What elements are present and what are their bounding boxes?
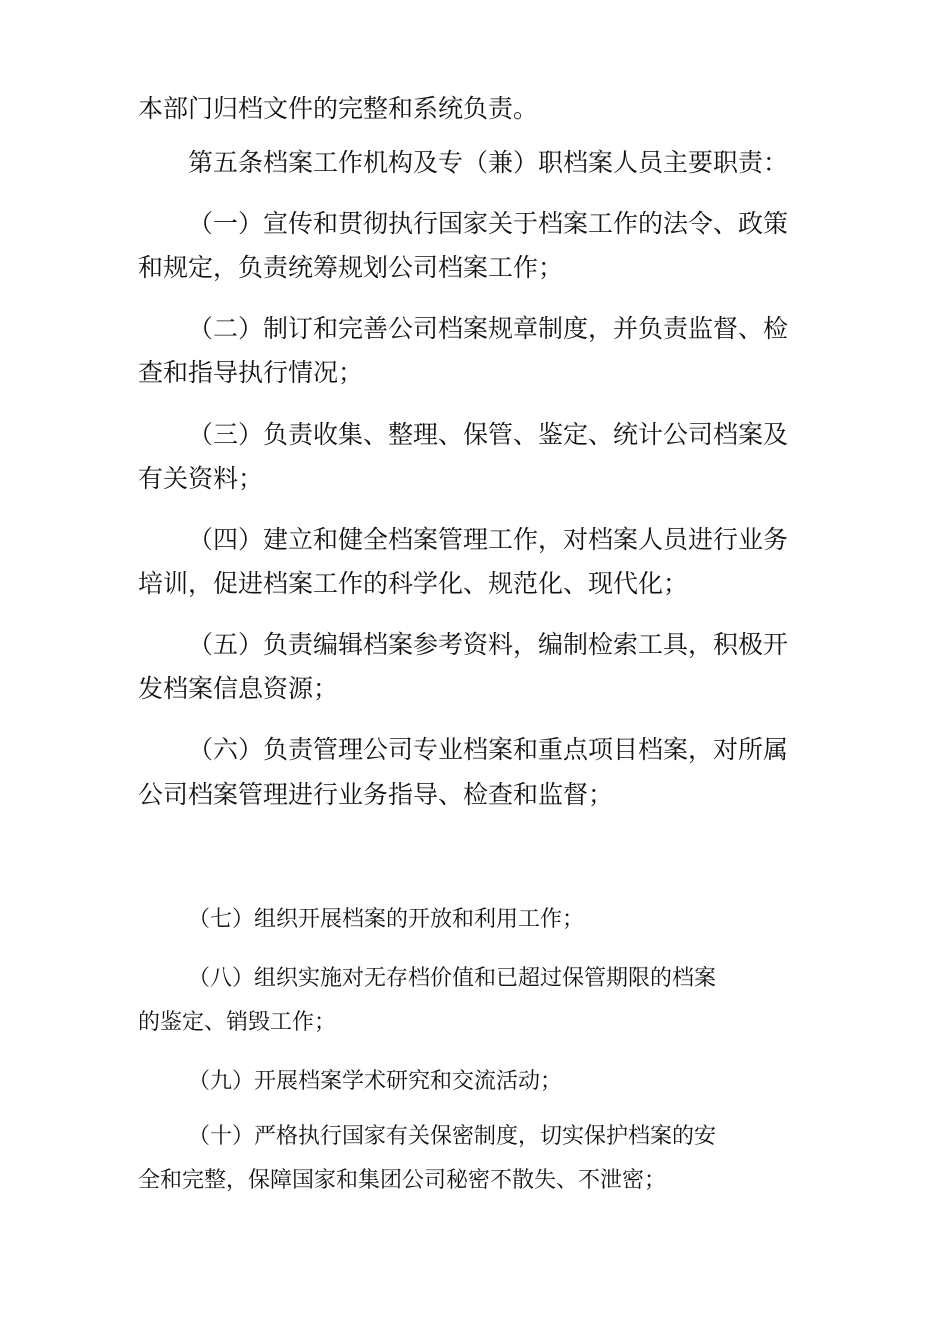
duty-item-1: （一）宣传和贯彻执行国家关于档案工作的法令、政策 — [188, 209, 789, 238]
duty-item-2: （二）制订和完善公司档案规章制度，并负责监督、检 — [188, 314, 789, 343]
duty-item-4-cont: 培训，促进档案工作的科学化、规范化、现代化； — [138, 569, 689, 598]
duty-item-9: （九）开展档案学术研究和交流活动； — [188, 1069, 563, 1094]
duty-item-2-cont: 查和指导执行情况； — [138, 358, 364, 387]
duty-item-5-cont: 发档案信息资源； — [138, 674, 339, 703]
article-heading: 第五条档案工作机构及专（兼）职档案人员主要职责： — [188, 148, 789, 177]
duty-item-3-cont: 有关资料； — [138, 464, 264, 493]
duty-item-3: （三）负责收集、整理、保管、鉴定、统计公司档案及 — [188, 420, 789, 449]
duty-item-10-cont: 全和完整，保障国家和集团公司秘密不散失、不泄密； — [138, 1168, 667, 1193]
duty-item-1-cont: 和规定，负责统筹规划公司档案工作； — [138, 253, 564, 282]
duty-item-7: （七）组织开展档案的开放和利用工作； — [188, 907, 585, 932]
duty-item-8-cont: 的鉴定、销毁工作； — [138, 1010, 337, 1035]
duty-item-5: （五）负责编辑档案参考资料，编制检索工具，积极开 — [188, 630, 789, 659]
duty-item-10: （十）严格执行国家有关保密制度，切实保护档案的安 — [188, 1124, 717, 1149]
duty-item-6: （六）负责管理公司专业档案和重点项目档案，对所属 — [188, 735, 789, 764]
duty-item-4: （四）建立和健全档案管理工作，对档案人员进行业务 — [188, 525, 789, 554]
duty-item-8: （八）组织实施对无存档价值和已超过保管期限的档案 — [188, 966, 717, 991]
text-line: 本部门归档文件的完整和系统负责。 — [138, 94, 539, 123]
duty-item-6-cont: 公司档案管理进行业务指导、检查和监督； — [138, 780, 614, 809]
